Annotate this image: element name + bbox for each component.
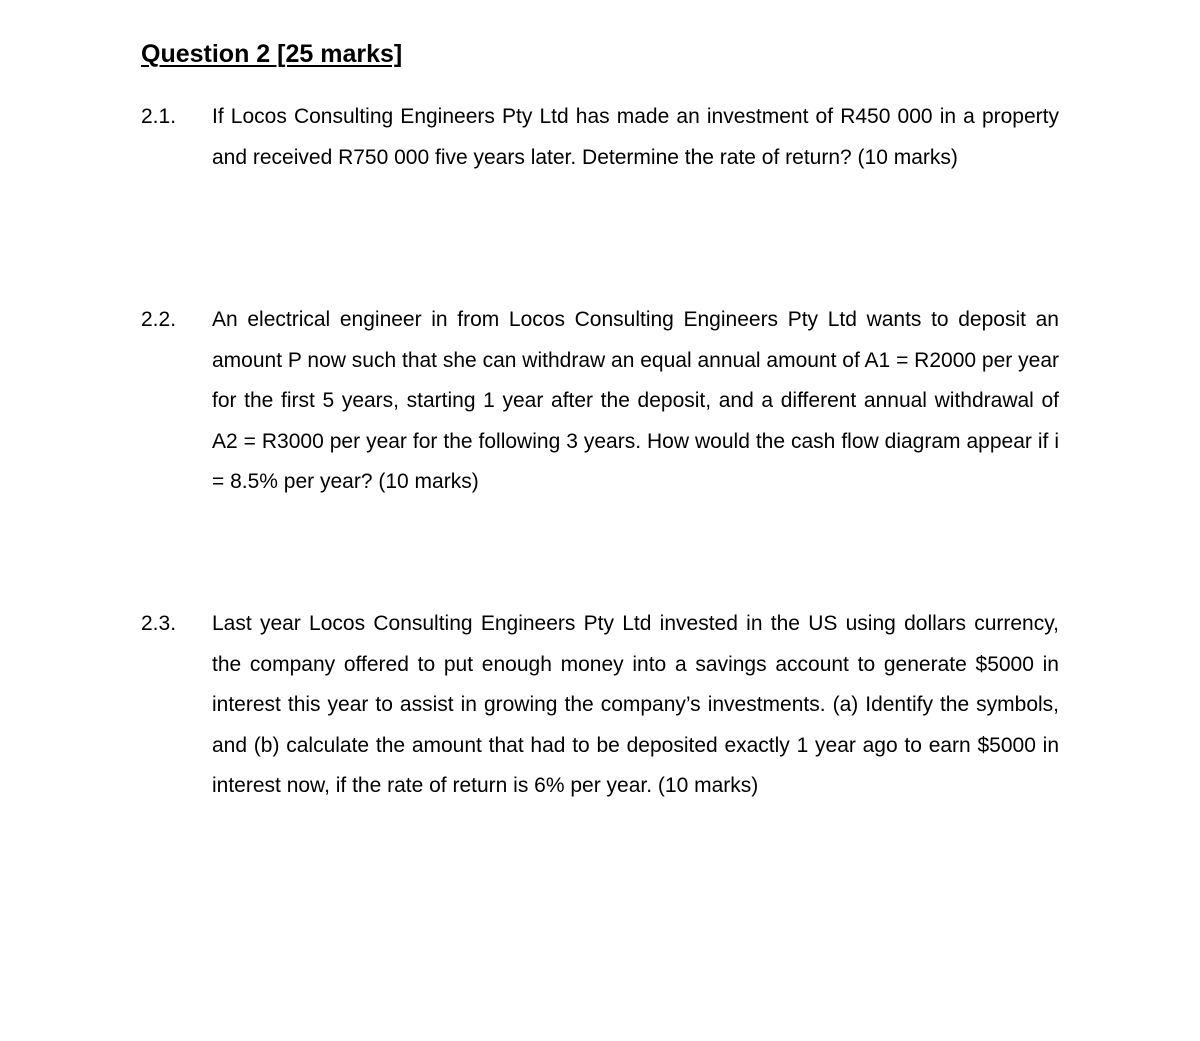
question-number: 2.3. (141, 612, 177, 635)
question-number: 2.1. (141, 105, 177, 128)
question-heading: Question 2 [25 marks] (141, 40, 403, 68)
question-text: Last year Locos Consulting Engineers Pty Ltd invested in the US using dollars currency, the company offered to put enough money into a savings account to generate $5000 in interest this year to assist in growing the company’s investments. (a) Identify the symbols, and (b) calculate the amount that had to be deposited exactly 1 year ago to earn $5000 in interest now, if the rate of return is 6% per year. (10 marks) (212, 612, 1059, 797)
question-text: An electrical engineer in from Locos Consulting Engineers Pty Ltd wants to deposit an amount P now such that she can withdraw an equal annual amount of A1 = R2000 per year for the first 5 years, starting 1 year after the deposit, and a different annual withdrawal of A2 = R3000 per year for the following 3 years. How would the cash flow diagram appear if i = 8.5% per year? (10 marks) (212, 308, 1059, 493)
question-text: If Locos Consulting Engineers Pty Ltd has made an investment of R450 000 in a property and received R750 000 five years later. Determine the rate of return? (10 marks) (212, 105, 1059, 169)
question-number: 2.2. (141, 308, 177, 331)
